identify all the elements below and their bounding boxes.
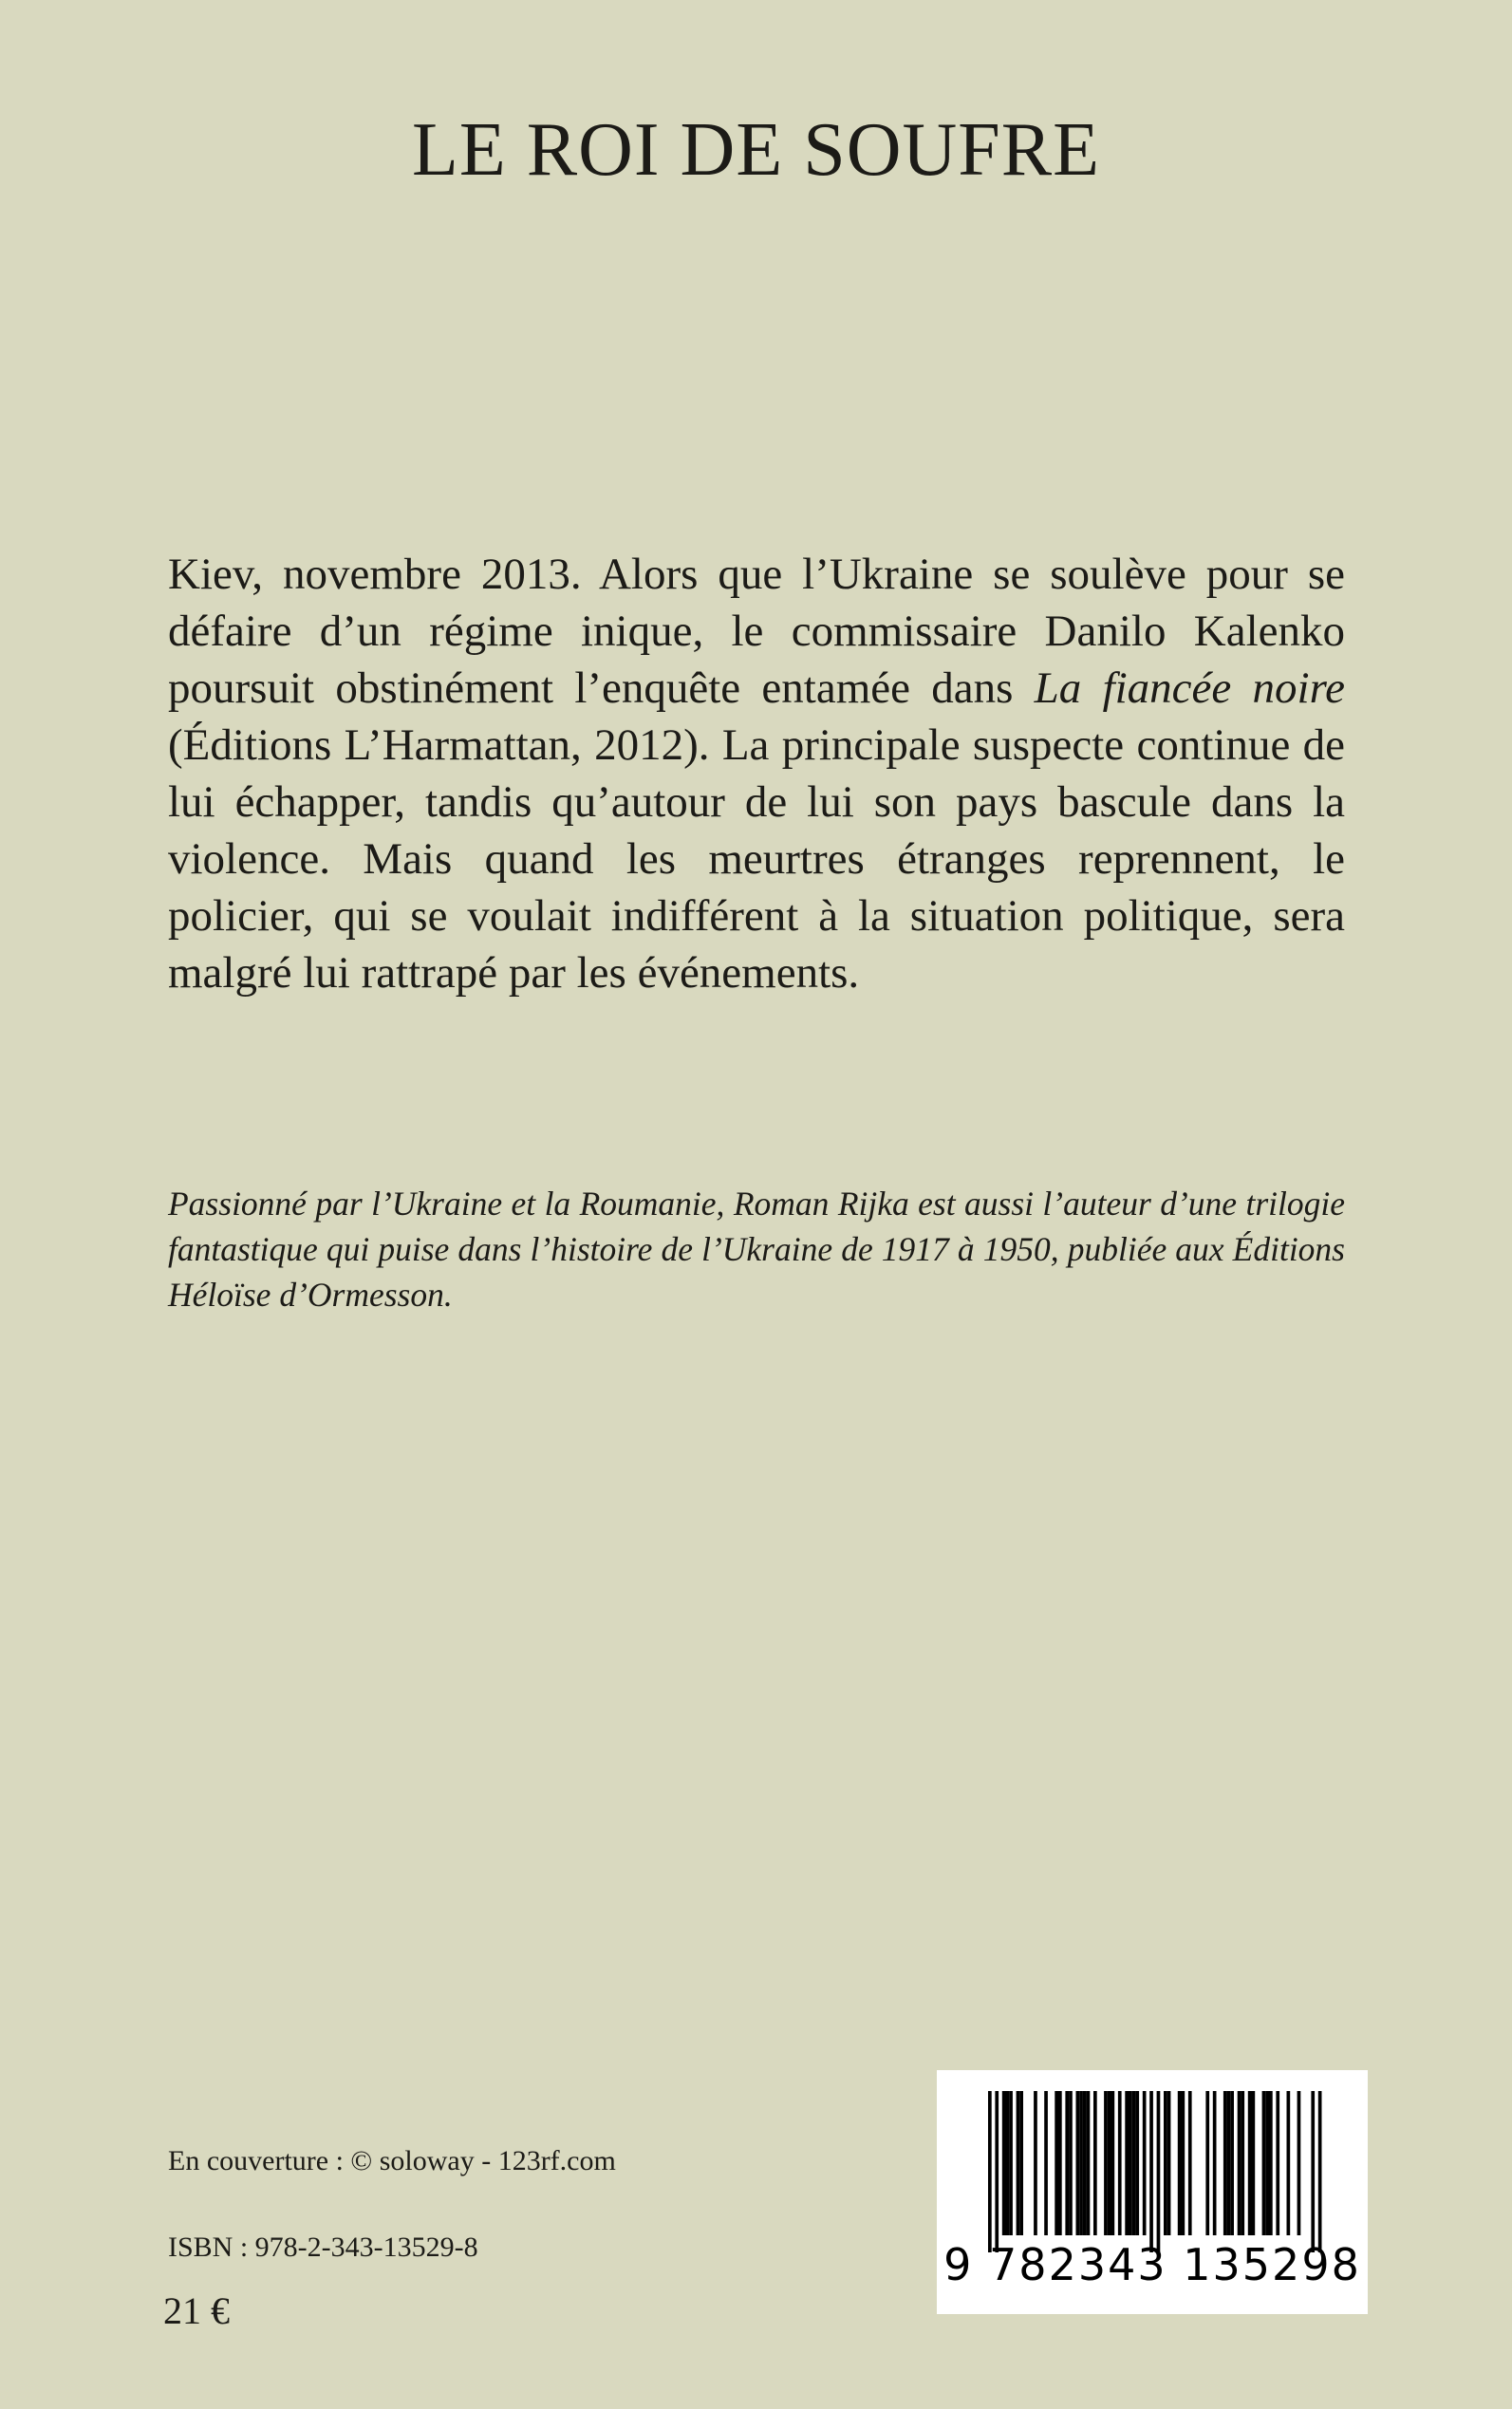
barcode-bar (1182, 2091, 1185, 2235)
barcode-bar (1044, 2091, 1048, 2235)
blurb-text-part2: (Éditions L’Harmattan, 2012). La principale suspecte continue de lui échapper, tandis qu’autour de lui son pays bascule dans la violence. Mais quand les meurtres étranges reprennent, le policier, qui se voulait indifférent à la situation politique, sera malgré lui rattrapé par les événements. (168, 720, 1345, 998)
book-blurb (168, 546, 1345, 1001)
barcode-bar (1006, 2091, 1010, 2235)
barcode-bar (1125, 2091, 1129, 2235)
barcode-bar (1178, 2091, 1182, 2235)
barcode-bar (1265, 2091, 1269, 2235)
barcode-bar (1093, 2091, 1097, 2235)
barcode-bar (1213, 2091, 1217, 2235)
barcode-bar (1079, 2091, 1083, 2235)
barcode-bar (1002, 2091, 1006, 2235)
barcode-bar (1104, 2091, 1108, 2235)
barcode-bar (1248, 2091, 1252, 2235)
author-bio: Passionné par l’Ukraine et la Roumanie, Roman Rijka est aussi l’auteur d’une trilogie fantastique qui puise dans l’histoire de l’Ukraine de 1917 à 1950, publiée aux Éditions Héloïse d’Ormesson. (168, 1185, 1345, 1314)
isbn: ISBN : 978-2-343-13529-8 (168, 2232, 478, 2263)
barcode-bar (1017, 2091, 1020, 2235)
barcode-bar (1132, 2091, 1136, 2235)
barcode-bar (1157, 2091, 1161, 2252)
barcode-bar (1055, 2091, 1058, 2235)
barcode-bar (1318, 2091, 1322, 2252)
barcode-bar (1019, 2091, 1023, 2235)
barcode-bar (1297, 2091, 1301, 2235)
blurb-referenced-title: La fiancée noire (1034, 663, 1345, 713)
barcode (937, 2070, 1368, 2314)
barcode-bar (995, 2091, 999, 2252)
barcode-bar (1188, 2091, 1192, 2235)
barcode-bar (1129, 2091, 1132, 2235)
barcode-bar (1009, 2091, 1013, 2235)
barcode-bar (1108, 2091, 1111, 2235)
barcode-bar (1069, 2091, 1073, 2235)
barcode-bar (1065, 2091, 1069, 2235)
barcode-bar (1205, 2091, 1209, 2235)
barcode-bar (1223, 2091, 1227, 2235)
barcode-bar (1227, 2091, 1231, 2235)
barcode-bar (1167, 2091, 1171, 2235)
barcode-bar (1143, 2091, 1147, 2235)
barcode-bar (1149, 2091, 1153, 2252)
barcode-bar (1276, 2091, 1279, 2235)
blurb-text-part1: Kiev, novembre 2013. Alors que l’Ukraine se soulève pour se défaire d’un régime inique, le commissaire Danilo Kalenko poursuit obstinément l’enquête entamée dans (168, 550, 1345, 713)
book-title: LE ROI DE SOUFRE (412, 108, 1100, 192)
barcode-bar (1241, 2091, 1244, 2235)
barcode-bar (1087, 2091, 1091, 2235)
barcode-bar (1034, 2091, 1037, 2235)
barcode-bar (988, 2091, 992, 2252)
barcode-bar (1269, 2091, 1273, 2235)
barcode-bar (1058, 2091, 1062, 2235)
barcode-bar (1135, 2091, 1139, 2235)
barcode-bar (1076, 2091, 1080, 2235)
barcode-bar (1118, 2091, 1122, 2235)
cover-credit: En couverture : © soloway - 123rf.com (168, 2145, 616, 2176)
barcode-bar (1164, 2091, 1167, 2235)
barcode-bar (1287, 2091, 1291, 2235)
barcode-bar (1230, 2091, 1234, 2235)
barcode-bar (1262, 2091, 1266, 2235)
barcode-bar (1111, 2091, 1115, 2235)
barcode-bar (1252, 2091, 1256, 2235)
barcode-bar (1238, 2091, 1241, 2235)
barcode-digits: 9 782343 135298 (943, 2239, 1361, 2290)
price: 21 € (163, 2289, 230, 2332)
barcode-bar (1083, 2091, 1087, 2235)
barcode-bar (1311, 2091, 1315, 2252)
